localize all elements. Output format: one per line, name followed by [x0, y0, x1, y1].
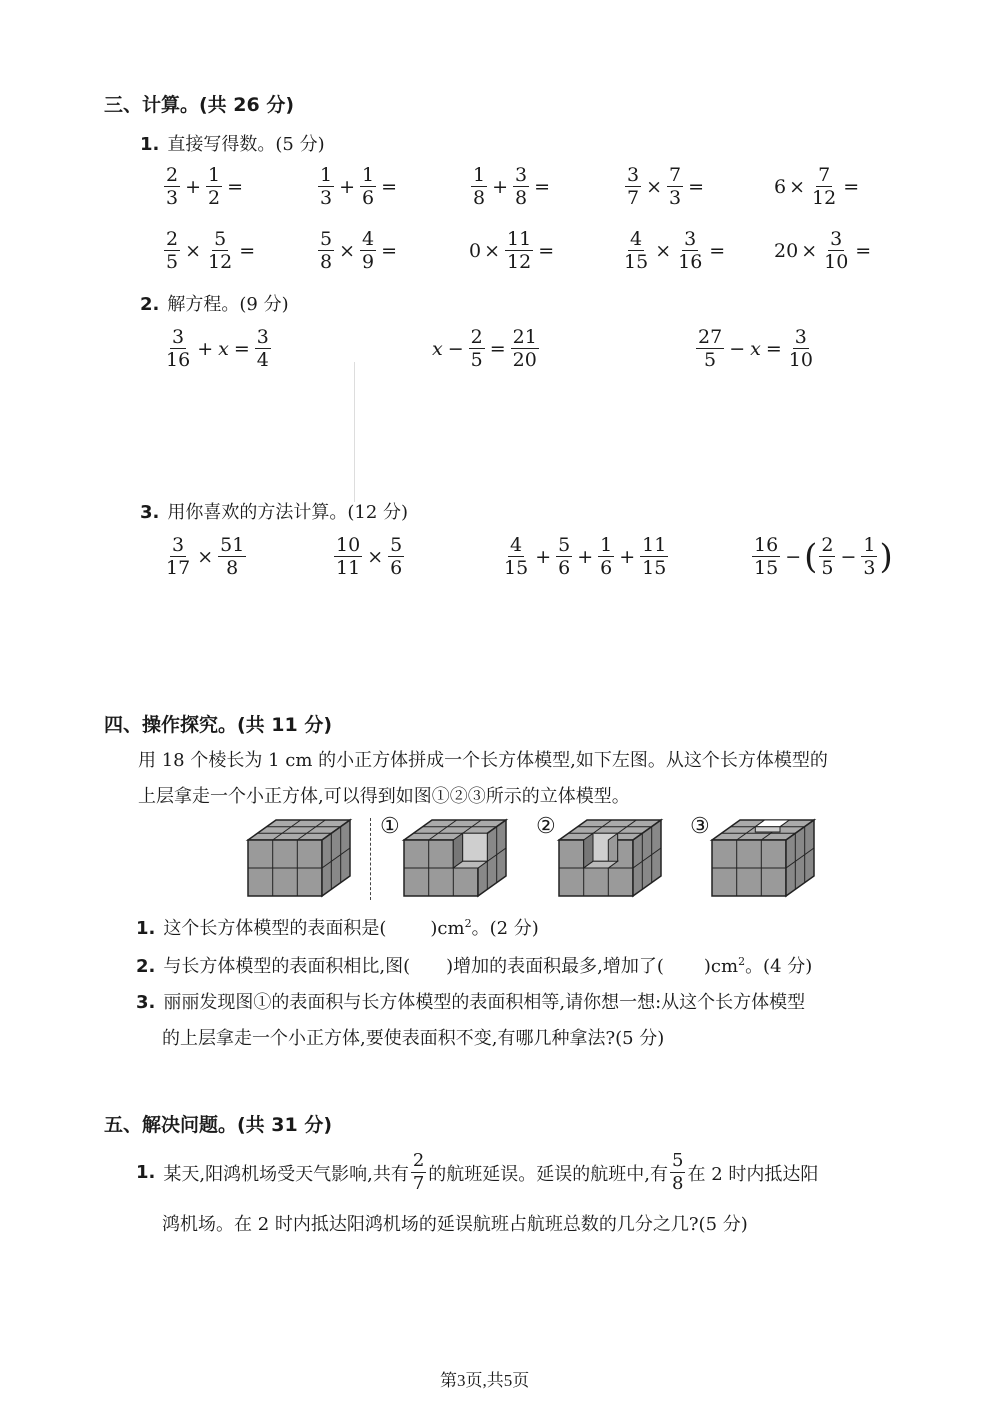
operator: +	[619, 545, 636, 568]
whole-number: 20	[774, 239, 799, 262]
question-5-1-line-2: 鸿机场。在 2 时内抵达阳鸿机场的延误航班占航班总数的几分之几?(5 分)	[162, 1214, 748, 1235]
left-paren: (	[804, 536, 818, 577]
equals: =	[855, 239, 872, 262]
page-footer: 第3页,共5页	[440, 1371, 530, 1390]
operator: +	[197, 337, 214, 360]
numerator: 1	[863, 534, 876, 556]
oral-calc-1-5	[774, 164, 862, 209]
unit-exponent: 2	[464, 917, 472, 930]
calc-3	[500, 534, 670, 579]
denominator: 6	[600, 557, 613, 579]
question-number: 3.	[140, 502, 160, 523]
operator: ×	[185, 239, 202, 262]
denominator: 16	[166, 349, 191, 371]
operator: ×	[197, 545, 214, 568]
figure-divider	[370, 818, 371, 900]
denominator: 3	[669, 187, 682, 209]
numerator: 3	[627, 164, 640, 186]
denominator: 12	[812, 187, 837, 209]
operator: +	[535, 545, 552, 568]
denominator: 3	[320, 187, 333, 209]
oral-calc-1-1	[162, 164, 246, 209]
oral-calc-2-3	[469, 228, 557, 273]
denominator: 15	[754, 557, 779, 579]
equals: =	[239, 239, 256, 262]
operator: ×	[655, 239, 672, 262]
numerator: 5	[672, 1150, 684, 1171]
equation-3	[694, 326, 817, 371]
figure-label-1: ①	[380, 814, 400, 839]
denominator: 5	[166, 251, 179, 273]
equals: =	[765, 337, 782, 360]
numerator: 2	[412, 1150, 425, 1171]
question-unit: )cm	[430, 918, 465, 939]
denominator: 3	[863, 557, 876, 579]
question-4-3	[136, 988, 805, 1014]
equals: =	[534, 175, 551, 198]
denominator: 15	[624, 251, 649, 273]
numerator: 7	[818, 164, 831, 186]
denominator: 8	[515, 187, 528, 209]
oral-calc-2-1	[162, 228, 258, 273]
operator: −	[785, 545, 802, 568]
question-score: 。(4 分)	[745, 956, 813, 977]
operator: −	[840, 545, 857, 568]
calc-4	[750, 534, 893, 579]
numerator: 5	[558, 534, 571, 556]
numerator: 5	[390, 534, 403, 556]
numerator: 3	[830, 228, 843, 250]
oral-calc-2-4	[620, 228, 728, 273]
question-number: 2.	[136, 956, 156, 977]
variable-x: x	[750, 337, 761, 360]
numerator: 4	[510, 534, 523, 556]
question-text: 这个长方体模型的表面积是(	[163, 918, 387, 939]
operator: ×	[484, 239, 501, 262]
equals: =	[489, 337, 506, 360]
denominator: 5	[704, 349, 717, 371]
numerator: 11	[507, 228, 532, 250]
numerator: 1	[208, 164, 221, 186]
operator: ×	[367, 545, 384, 568]
denominator: 8	[672, 1173, 684, 1194]
equals: =	[381, 239, 398, 262]
question-3-2	[140, 290, 289, 316]
equation-2	[430, 326, 541, 371]
question-text: 用你喜欢的方法计算。(12 分)	[167, 502, 409, 523]
denominator: 5	[821, 557, 834, 579]
numerator: 1	[473, 164, 486, 186]
numerator: 5	[320, 228, 333, 250]
operator: +	[339, 175, 356, 198]
denominator: 17	[166, 557, 191, 579]
numerator: 3	[172, 326, 185, 348]
operator: +	[577, 545, 594, 568]
figure-label-2: ②	[536, 814, 556, 839]
scan-line	[354, 362, 355, 502]
numerator: 11	[642, 534, 667, 556]
equals: =	[227, 175, 244, 198]
denominator: 6	[362, 187, 375, 209]
denominator: 4	[256, 349, 269, 371]
denominator: 10	[788, 349, 813, 371]
equals: =	[843, 175, 860, 198]
numerator: 16	[754, 534, 779, 556]
operator: −	[729, 337, 746, 360]
numerator: 5	[214, 228, 227, 250]
question-text-line-1: 丽丽发现图①的表面积与长方体模型的表面积相等,请你想一想:从这个长方体模型	[163, 992, 806, 1013]
numerator: 4	[362, 228, 375, 250]
variable-x: x	[432, 337, 443, 360]
question-3-3	[140, 498, 408, 524]
numerator: 1	[320, 164, 333, 186]
numerator: 3	[172, 534, 185, 556]
numerator: 3	[684, 228, 697, 250]
equation-1	[162, 326, 273, 371]
oral-calc-1-4	[623, 164, 707, 209]
oral-calc-2-2	[316, 228, 400, 273]
denominator: 3	[166, 187, 179, 209]
numerator: 2	[166, 164, 179, 186]
numerator: 1	[600, 534, 613, 556]
question-4-3-line-2: 的上层拿走一个小正方体,要使表面积不变,有哪几种拿法?(5 分)	[162, 1028, 665, 1049]
question-5-1	[136, 1150, 818, 1195]
question-text: 的航班延误。延误的航班中,有	[428, 1163, 669, 1185]
unit-exponent: 2	[738, 955, 746, 968]
equals: =	[538, 239, 555, 262]
question-text: 与长方体模型的表面积相比,图(	[163, 956, 411, 977]
numerator: 3	[794, 326, 807, 348]
denominator: 6	[558, 557, 571, 579]
numerator: 21	[512, 326, 537, 348]
question-number: 1.	[136, 918, 156, 939]
question-4-2	[136, 952, 812, 978]
oral-calc-2-5	[774, 228, 874, 273]
denominator: 20	[512, 349, 537, 371]
denominator: 11	[336, 557, 361, 579]
question-score: 。(2 分)	[471, 918, 539, 939]
denominator: 7	[412, 1173, 425, 1194]
numerator: 4	[630, 228, 643, 250]
operator: ×	[646, 175, 663, 198]
question-number: 3.	[136, 992, 156, 1013]
figure-label-3: ③	[690, 814, 710, 839]
denominator: 5	[470, 349, 483, 371]
question-text-mid: )增加的表面积最多,增加了(	[446, 956, 664, 977]
whole-number: 6	[774, 175, 787, 198]
denominator: 10	[824, 251, 849, 273]
section-4-intro-line-2: 上层拿走一个小正方体,可以得到如图①②③所示的立体模型。	[138, 786, 630, 807]
operator: ×	[339, 239, 356, 262]
question-4-1	[136, 914, 539, 940]
denominator: 15	[504, 557, 529, 579]
equals: =	[688, 175, 705, 198]
denominator: 8	[320, 251, 333, 273]
right-paren: )	[879, 536, 893, 577]
question-number: 2.	[140, 294, 160, 315]
denominator: 7	[627, 187, 640, 209]
equals: =	[381, 175, 398, 198]
numerator: 3	[515, 164, 528, 186]
numerator: 3	[256, 326, 269, 348]
calc-1	[162, 534, 248, 579]
question-number: 1.	[140, 134, 160, 155]
numerator: 2	[470, 326, 483, 348]
operator: +	[185, 175, 202, 198]
question-text: 解方程。(9 分)	[167, 294, 289, 315]
operator: ×	[801, 239, 818, 262]
numerator: 27	[698, 326, 723, 348]
operator: +	[492, 175, 509, 198]
denominator: 12	[507, 251, 532, 273]
numerator: 10	[336, 534, 361, 556]
operator: −	[447, 337, 464, 360]
question-text: 某天,阳鸿机场受天气影响,共有	[163, 1163, 409, 1185]
figure-model-3	[708, 818, 818, 900]
numerator: 2	[821, 534, 834, 556]
numerator: 51	[220, 534, 245, 556]
denominator: 8	[226, 557, 239, 579]
question-3-1	[140, 130, 325, 156]
denominator: 2	[208, 187, 221, 209]
question-text: 直接写得数。(5 分)	[167, 134, 325, 155]
numerator: 7	[669, 164, 682, 186]
operator: ×	[789, 175, 806, 198]
equals: =	[233, 337, 250, 360]
equals: =	[709, 239, 726, 262]
section-4-intro-line-1: 用 18 个棱长为 1 cm 的小正方体拼成一个长方体模型,如下左图。从这个长方体模型的	[138, 750, 828, 771]
variable-x: x	[218, 337, 229, 360]
question-text: 在 2 时内抵达阳	[687, 1163, 819, 1185]
calc-2	[332, 534, 406, 579]
denominator: 15	[642, 557, 667, 579]
denominator: 6	[390, 557, 403, 579]
oral-calc-1-2	[316, 164, 400, 209]
oral-calc-1-3	[469, 164, 553, 209]
whole-number: 0	[469, 239, 482, 262]
denominator: 12	[208, 251, 233, 273]
denominator: 9	[362, 251, 375, 273]
figure-model-1	[400, 818, 510, 900]
section-4-title: 四、操作探究。(共 11 分)	[104, 714, 333, 736]
denominator: 16	[678, 251, 703, 273]
question-unit: )cm	[703, 956, 739, 977]
question-number: 1.	[136, 1162, 156, 1183]
figure-cuboid-full	[244, 818, 354, 900]
numerator: 1	[362, 164, 375, 186]
section-5-title: 五、解决问题。(共 31 分)	[104, 1114, 333, 1136]
denominator: 8	[473, 187, 486, 209]
figure-model-2	[555, 818, 665, 900]
section-3-title: 三、计算。(共 26 分)	[104, 94, 295, 116]
numerator: 2	[166, 228, 179, 250]
